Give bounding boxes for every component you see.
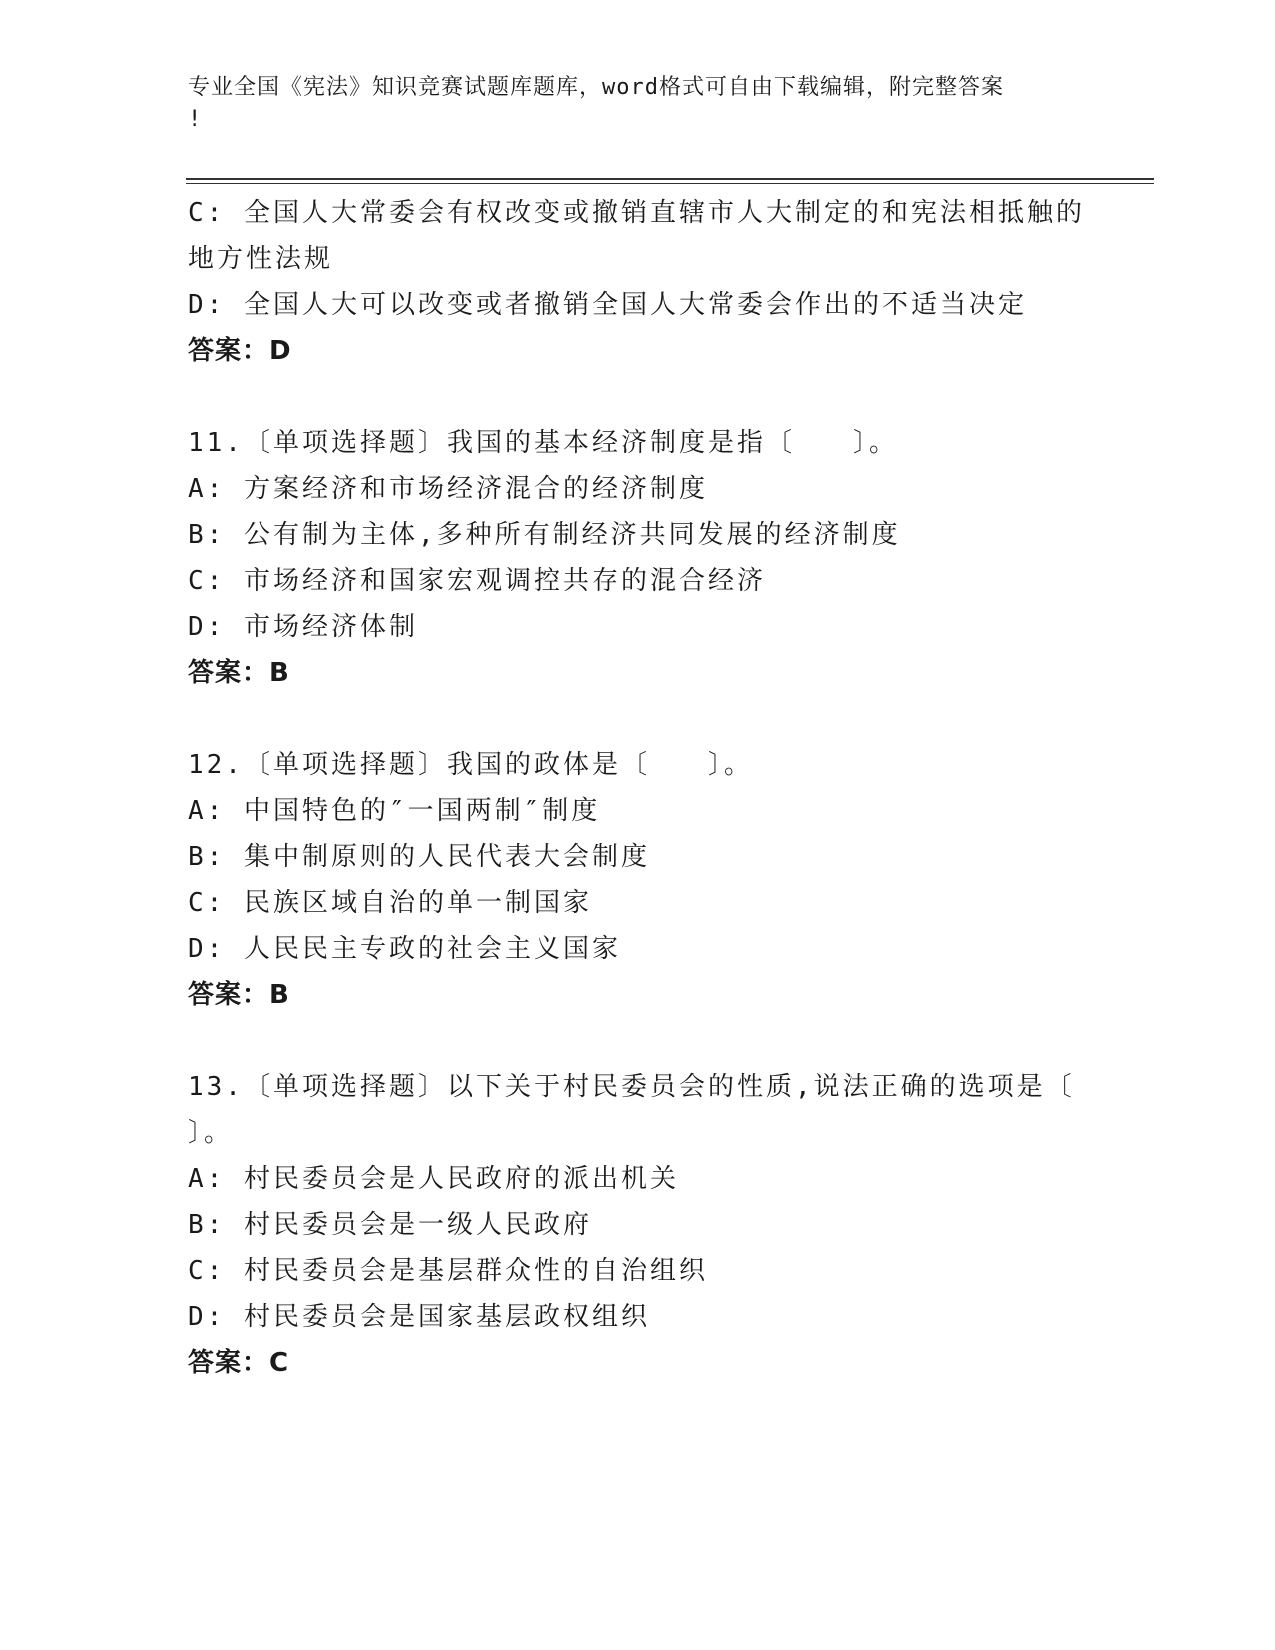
answer: 答案：C — [188, 1348, 290, 1378]
option-c: C: 市场经济和国家宏观调控共存的混合经济 — [188, 566, 766, 596]
answer: 答案：B — [188, 980, 290, 1010]
question-stem-continued: 〕。 — [188, 1118, 234, 1148]
option-d: D: 人民民主专政的社会主义国家 — [188, 934, 621, 964]
option-b: B: 村民委员会是一级人民政府 — [188, 1210, 592, 1240]
option-d: D: 全国人大可以改变或者撤销全国人大常委会作出的不适当决定 — [188, 290, 1027, 320]
question-stem: 11.〔单项选择题〕我国的基本经济制度是指〔 〕。 — [188, 428, 898, 458]
header-divider-thin — [186, 183, 1154, 184]
option-c: C: 全国人大常委会有权改变或撤销直辖市人大制定的和宪法相抵触的 — [188, 198, 1085, 228]
option-c-continued: 地方性法规 — [188, 244, 334, 274]
document-body — [188, 190, 1088, 1386]
option-a: A: 方案经济和市场经济混合的经济制度 — [188, 474, 708, 504]
option-c: C: 村民委员会是基层群众性的自治组织 — [188, 1256, 708, 1286]
option-d: D: 市场经济体制 — [188, 612, 418, 642]
question-11 — [188, 420, 1088, 696]
question-stem: 12.〔单项选择题〕我国的政体是〔 〕。 — [188, 750, 753, 780]
header-line-continued: ! — [188, 107, 203, 132]
option-c: C: 民族区域自治的单一制国家 — [188, 888, 592, 918]
question-12 — [188, 742, 1088, 1018]
header-line: 专业全国《宪法》知识竞赛试题库题库，word格式可自由下载编辑，附完整答案 — [188, 75, 1004, 100]
question-stem: 13.〔单项选择题〕以下关于村民委员会的性质,说法正确的选项是〔 — [188, 1072, 1075, 1102]
option-a: A: 中国特色的″一国两制″制度 — [188, 796, 601, 826]
option-d: D: 村民委员会是国家基层政权组织 — [188, 1302, 650, 1332]
document-header — [188, 72, 1088, 136]
answer: 答案：B — [188, 658, 290, 688]
option-a: A: 村民委员会是人民政府的派出机关 — [188, 1164, 679, 1194]
header-divider-thick — [186, 178, 1154, 180]
option-b: B: 集中制原则的人民代表大会制度 — [188, 842, 650, 872]
option-b: B: 公有制为主体,多种所有制经济共同发展的经济制度 — [188, 520, 901, 550]
answer: 答案：D — [188, 336, 292, 366]
question-13 — [188, 1064, 1088, 1386]
previous-question-tail — [188, 190, 1088, 374]
